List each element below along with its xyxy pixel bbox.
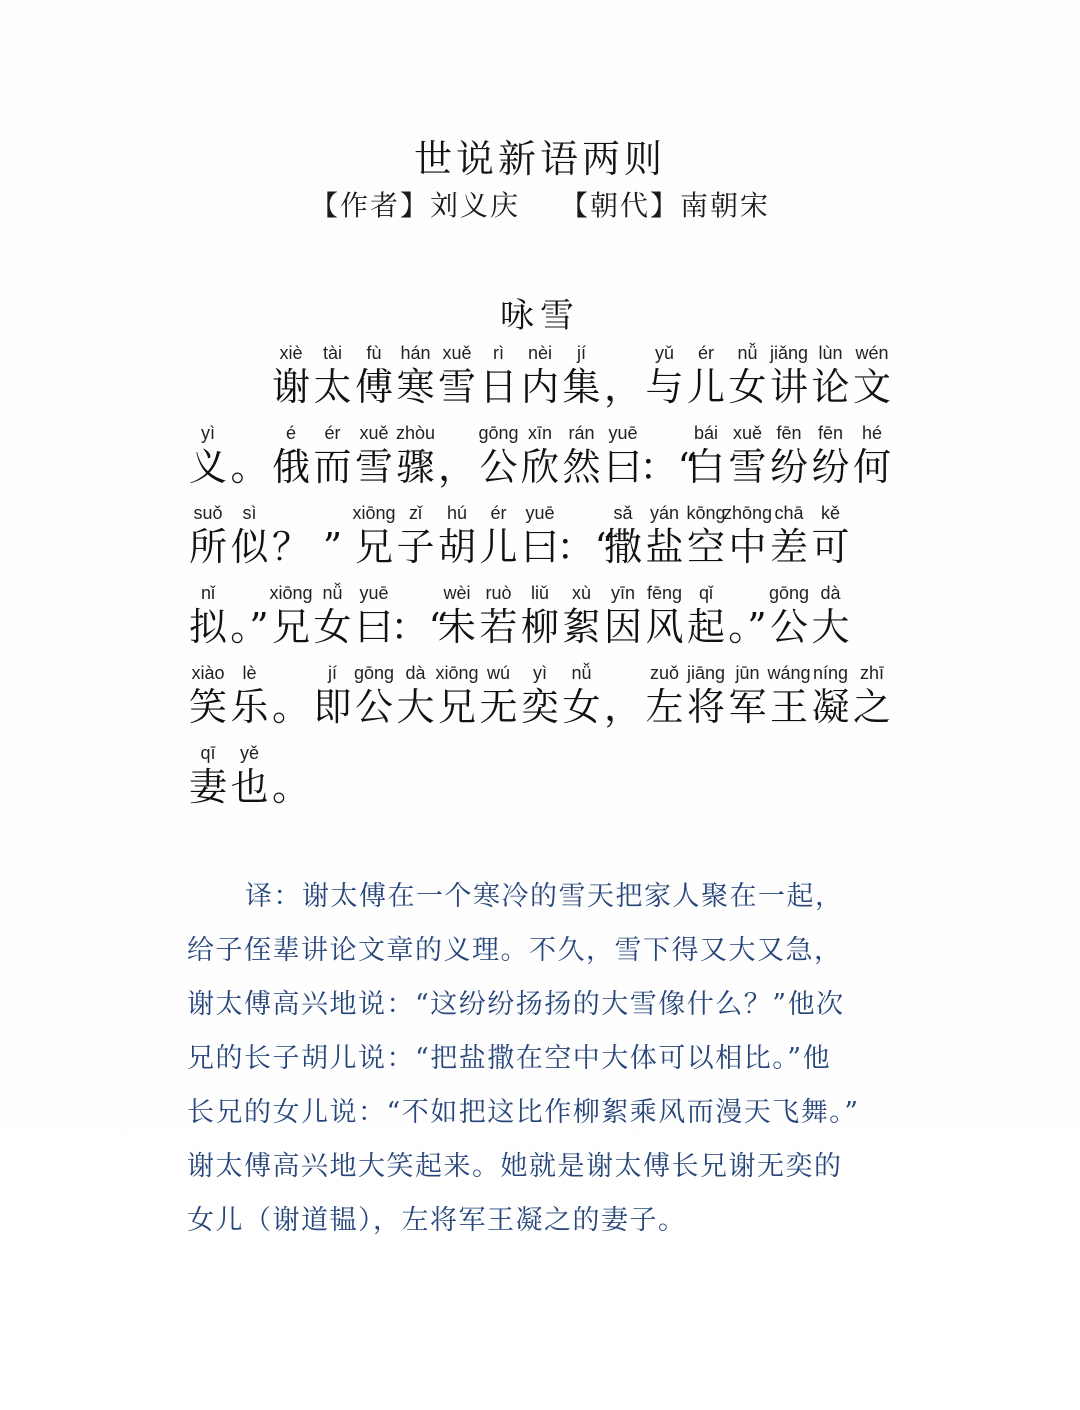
hanzi: ， [603,365,642,409]
hanzi: 因 [603,605,642,649]
translation-line: 给子侄辈讲论文章的义理。不久，雪下得又大又急， [187,935,843,966]
pinyin: fēn [817,423,844,443]
pinyin: sì [242,503,257,523]
hanzi: 女 [562,685,601,729]
text-line [187,340,897,420]
hanzi: 风 [645,605,684,649]
pinyin: liǔ [530,583,549,603]
hanzi: 中 [728,525,767,569]
hanzi: 太 [313,365,352,409]
hanzi: 欣 [520,445,559,489]
pinyin: lè [242,663,257,683]
hanzi: 军 [728,685,767,729]
pinyin: ruò [485,583,512,603]
pinyin: é [285,423,296,443]
hanzi: 兄 [354,525,393,569]
text-line [187,500,897,580]
hanzi: 似 [230,525,269,569]
hanzi: 即 [313,685,352,729]
pinyin: xuě [442,343,472,363]
translation-line: 译：谢太傅在一个寒冷的雪天把家人聚在一起， [245,881,844,912]
character-cell [810,580,852,660]
hanzi: ， [437,445,476,489]
text-line [187,420,897,500]
pinyin: xù [571,583,591,603]
pinyin: jiāng [686,663,726,683]
hanzi: 凝 [811,685,850,729]
pinyin: xuě [359,423,389,443]
hanzi: 日 [479,365,518,409]
page-title: 世说新语两则 [413,137,666,181]
hanzi: 而 [313,445,352,489]
hanzi: 若 [479,605,518,649]
hanzi: 集 [562,365,601,409]
hanzi: 未 [437,605,476,649]
hanzi: 然 [562,445,601,489]
hanzi: ？ [271,525,310,569]
pinyin: wáng [767,663,811,683]
hanzi: ：“ [390,605,448,649]
hanzi: 公 [769,605,808,649]
translation-line: 女儿（谢道韫），左将军王凝之的妻子。 [187,1205,687,1236]
hanzi: 傅 [354,365,393,409]
hanzi: 奕 [520,685,559,729]
hanzi: ， [603,685,642,729]
character-cell [561,340,603,420]
character-cell [851,340,893,420]
pinyin: fēng [646,583,683,603]
hanzi: 柳 [520,605,559,649]
translation-line: 长兄的女儿说：“不如把这比作柳絮乘风而漫天飞舞。” [187,1097,860,1128]
pinyin: xiōng [352,503,396,523]
hanzi: 公 [354,685,393,729]
pinyin: zǐ [409,503,422,523]
pinyin: jiǎng [769,343,809,363]
character-cell [187,420,229,500]
text-line [187,580,897,660]
hanzi: 何 [852,445,891,489]
pinyin: xuě [732,423,763,443]
hanzi: 王 [769,685,808,729]
translation-line: 兄的长子胡儿说：“把盐撒在空中大体可以相比。”他 [187,1043,832,1074]
pinyin: yuē [608,423,638,443]
hanzi: 义 [188,445,227,489]
pinyin: bái [693,423,719,443]
pinyin: nǐ [200,583,215,603]
hanzi: 胡 [437,525,476,569]
pinyin: nǚ [571,663,592,683]
pinyin: yì [532,663,547,683]
character-cell [851,420,893,500]
pinyin: yǔ [654,343,674,363]
hanzi: 论 [811,365,850,409]
hanzi: 也 [230,765,269,809]
hanzi: ” [322,525,343,569]
hanzi: 寒 [396,365,435,409]
pinyin: xīn [527,423,552,443]
pinyin: rì [493,343,504,363]
hanzi: 絮 [562,605,601,649]
pinyin: fēn [776,423,802,443]
hanzi: 大 [396,685,435,729]
character-cell [229,740,271,820]
pinyin: jí [577,343,586,363]
hanzi: 白 [686,445,725,489]
author-label: 【作者】刘义庆 [309,189,520,222]
pinyin: xiào [191,663,225,683]
hanzi: 无 [479,685,518,729]
translation-text [187,870,899,1248]
character-cell [187,580,229,660]
hanzi: 将 [686,685,725,729]
hanzi: 谢 [271,365,310,409]
pinyin: xiōng [435,663,479,683]
character-cell [229,500,271,580]
character-cell [395,420,437,500]
pinyin: zuǒ [649,663,680,683]
pinyin: wén [855,343,889,363]
hanzi: 雪 [437,365,476,409]
pinyin: ér [324,423,341,443]
hanzi: 。 [271,765,310,809]
hanzi: 空 [686,525,725,569]
character-cell [270,740,312,820]
hanzi: 乐 [230,685,269,729]
hanzi: 所 [188,525,227,569]
hanzi: ：“ [556,525,614,569]
pinyin: gōng [478,423,519,443]
hanzi: 差 [769,525,808,569]
pinyin: níng [812,663,849,683]
character-cell [685,580,727,660]
hanzi: 妻 [188,765,227,809]
pinyin: nǚ [737,343,758,363]
pinyin: jí [328,663,337,683]
hanzi: 兄 [271,605,310,649]
pinyin: gōng [768,583,810,603]
pinyin: zhī [859,663,884,683]
text-line [187,740,897,820]
hanzi: 可 [811,525,850,569]
hanzi: 笑 [188,685,227,729]
pinyin: nèi [527,343,553,363]
pinyin: sǎ [613,503,633,523]
pinyin: zhòu [395,423,436,443]
pinyin: yán [649,503,680,523]
pinyin: dà [405,663,426,683]
character-cell [810,500,852,580]
hanzi: 子 [396,525,435,569]
pinyin: yuē [359,583,389,603]
hanzi: 盐 [645,525,684,569]
pinyin: tài [322,343,342,363]
pinyin: chā [774,503,804,523]
hanzi: 俄 [271,445,310,489]
hanzi: 起 [686,605,725,649]
pinyin: fù [366,343,382,363]
pinyin: qī [200,743,216,763]
hanzi: 曰 [354,605,393,649]
character-cell [519,500,561,580]
pinyin: wú [486,663,510,683]
pinyin: lùn [818,343,843,363]
pinyin: hán [400,343,431,363]
pinyin: xiōng [269,583,313,603]
author-dynasty-line [0,184,1080,224]
pinyin: dà [820,583,841,603]
translation-line: 谢太傅高兴地大笑起来。她就是谢太傅长兄谢无奕的 [187,1151,843,1182]
hanzi: 女 [728,365,767,409]
character-cell [561,660,603,740]
hanzi: 曰 [520,525,559,569]
hanzi: 纷 [811,445,850,489]
character-cell [270,500,312,580]
character-cell [229,660,271,740]
pinyin: zhōng [722,503,773,523]
hanzi: 儿 [479,525,518,569]
pinyin: ér [490,503,507,523]
pinyin: yě [239,743,259,763]
pinyin: hé [861,423,883,443]
pinyin: gōng [353,663,395,683]
dynasty-label: 【朝代】南朝宋 [560,189,771,222]
hanzi: 撒 [603,525,642,569]
pinyin: suǒ [193,503,223,523]
pinyin: rán [568,423,595,443]
hanzi: ：“ [639,445,697,489]
pinyin: xiè [279,343,303,363]
hanzi: 曰 [603,445,642,489]
section-title: 咏雪 [500,296,580,336]
hanzi: 讲 [769,365,808,409]
pinyin: jūn [735,663,760,683]
pinyin: kě [820,503,840,523]
hanzi: 雪 [728,445,767,489]
hanzi: 。 [271,685,310,729]
hanzi: 。” [230,605,269,649]
hanzi: 拟 [188,605,227,649]
pinyin: yuē [525,503,555,523]
pinyin: kōng [686,503,726,523]
pinyin: qǐ [698,583,713,603]
hanzi: 骤 [396,445,435,489]
hanzi: 与 [645,365,684,409]
pinyin: ér [697,343,714,363]
hanzi: 内 [520,365,559,409]
hanzi: 纷 [769,445,808,489]
pinyin: nǚ [322,583,343,603]
hanzi: 大 [811,605,850,649]
pinyin: yīn [610,583,635,603]
hanzi: 兄 [437,685,476,729]
text-line [187,660,897,740]
hanzi: 文 [852,365,891,409]
hanzi: 女 [313,605,352,649]
hanzi: 公 [479,445,518,489]
character-cell [353,580,395,660]
character-cell [851,660,893,740]
translation-line: 谢太傅高兴地说：“这纷纷扬扬的大雪像什么？”他次 [187,989,845,1020]
hanzi: 。” [728,605,767,649]
pinyin: hú [446,503,468,523]
pinyin: wèi [443,583,471,603]
hanzi: 之 [852,685,891,729]
hanzi: 儿 [686,365,725,409]
hanzi: 雪 [354,445,393,489]
hanzi: 。 [230,445,269,489]
pinyin: yì [200,423,215,443]
hanzi: 左 [645,685,684,729]
character-cell [602,420,644,500]
